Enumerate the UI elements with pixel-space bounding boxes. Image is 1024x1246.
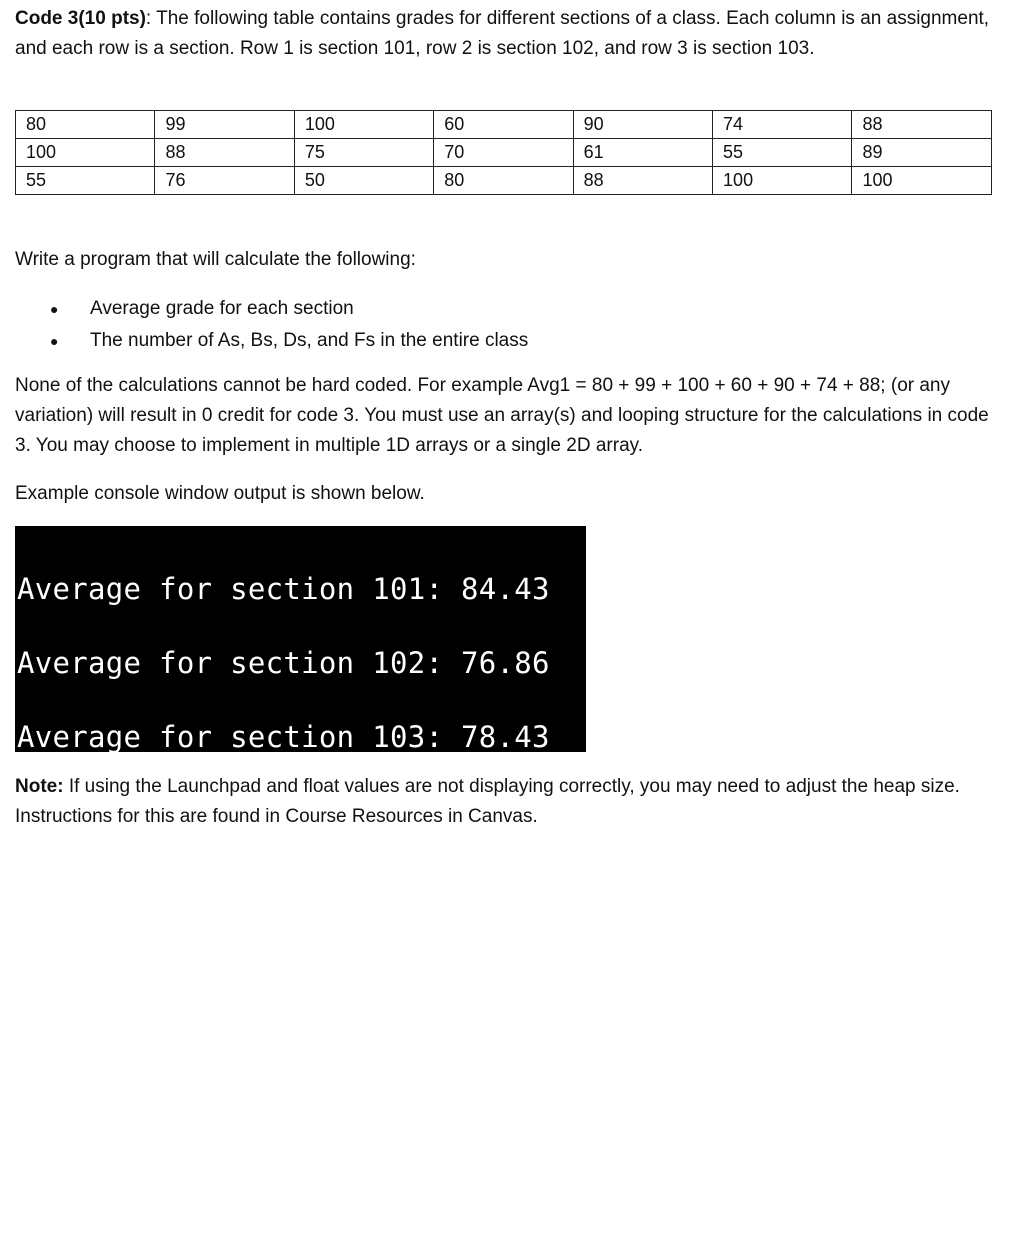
bullet-icon: ● xyxy=(50,301,59,317)
table-cell: 100 xyxy=(294,111,433,139)
table-cell: 76 xyxy=(155,167,294,195)
table-cell: 70 xyxy=(434,139,573,167)
table-cell: 55 xyxy=(16,167,155,195)
intro-paragraph xyxy=(15,4,1005,64)
table-cell: 100 xyxy=(852,167,992,195)
table-row xyxy=(16,167,992,195)
requirement-text: The number of As, Bs, Ds, and Fs in the entire class xyxy=(90,330,529,351)
console-line: The number of Ds is 2 xyxy=(17,1088,390,1123)
list-item xyxy=(50,325,528,357)
note-paragraph xyxy=(15,772,1005,832)
rules-paragraph: None of the calculations cannot be hard coded. For example Avg1 = 80 + 99 + 100 + 60 + 90 + 74 + 88; (or any variation) will result in 0 credit for code 3. You must use an array(s) and looping structure for the calculations in code 3. You may choose to implement in multiple 1D arrays or a single 2D array. xyxy=(15,375,989,456)
table-cell: 80 xyxy=(16,111,155,139)
table-cell: 90 xyxy=(573,111,712,139)
intro-text: : The following table contains grades for different sections of a class. Each column is an assignment, and each row is a section. Row 1 is section 101, row 2 is section 102, and row 3 is section 103. xyxy=(15,8,990,59)
table-cell: 60 xyxy=(434,111,573,139)
note-text: If using the Launchpad and float values are not displaying correctly, you may need to adjust the heap size. Instructions for this are found in Course Resources in Canvas. xyxy=(15,776,960,827)
table-cell: 88 xyxy=(573,167,712,195)
note-label: Note: xyxy=(15,776,64,797)
table-cell: 55 xyxy=(713,139,852,167)
grades-table xyxy=(15,110,992,195)
console-line: The number of Fs is 3 xyxy=(17,1162,390,1197)
table-cell: 100 xyxy=(16,139,155,167)
example-label: Example console window output is shown below. xyxy=(15,483,425,504)
prompt-text: Write a program that will calculate the following: xyxy=(15,249,416,270)
table-cell: 61 xyxy=(573,139,712,167)
table-row xyxy=(16,139,992,167)
console-line: The number of Bs is 6 xyxy=(17,941,390,976)
table-cell: 88 xyxy=(155,139,294,167)
console-line: Average for section 102: 76.86 xyxy=(17,645,550,680)
table-cell: 74 xyxy=(713,111,852,139)
intro-heading: Code 3(10 pts) xyxy=(15,8,146,29)
console-line: Average for section 101: 84.43 xyxy=(17,572,550,607)
console-line: The number of As is 6 xyxy=(17,867,390,902)
table-cell: 100 xyxy=(713,167,852,195)
table-cell: 89 xyxy=(852,139,992,167)
table-row xyxy=(16,111,992,139)
table-cell: 88 xyxy=(852,111,992,139)
console-line: The number of Cs is 4 xyxy=(17,1014,390,1049)
requirement-text: Average grade for each section xyxy=(90,298,354,319)
table-cell: 75 xyxy=(294,139,433,167)
table-cell: 50 xyxy=(294,167,433,195)
table-cell: 99 xyxy=(155,111,294,139)
requirements-list xyxy=(50,293,528,357)
table-cell: 80 xyxy=(434,167,573,195)
list-item xyxy=(50,293,528,325)
bullet-icon: ● xyxy=(50,333,59,349)
console-line: Average for section 103: 78.43 xyxy=(17,719,550,754)
